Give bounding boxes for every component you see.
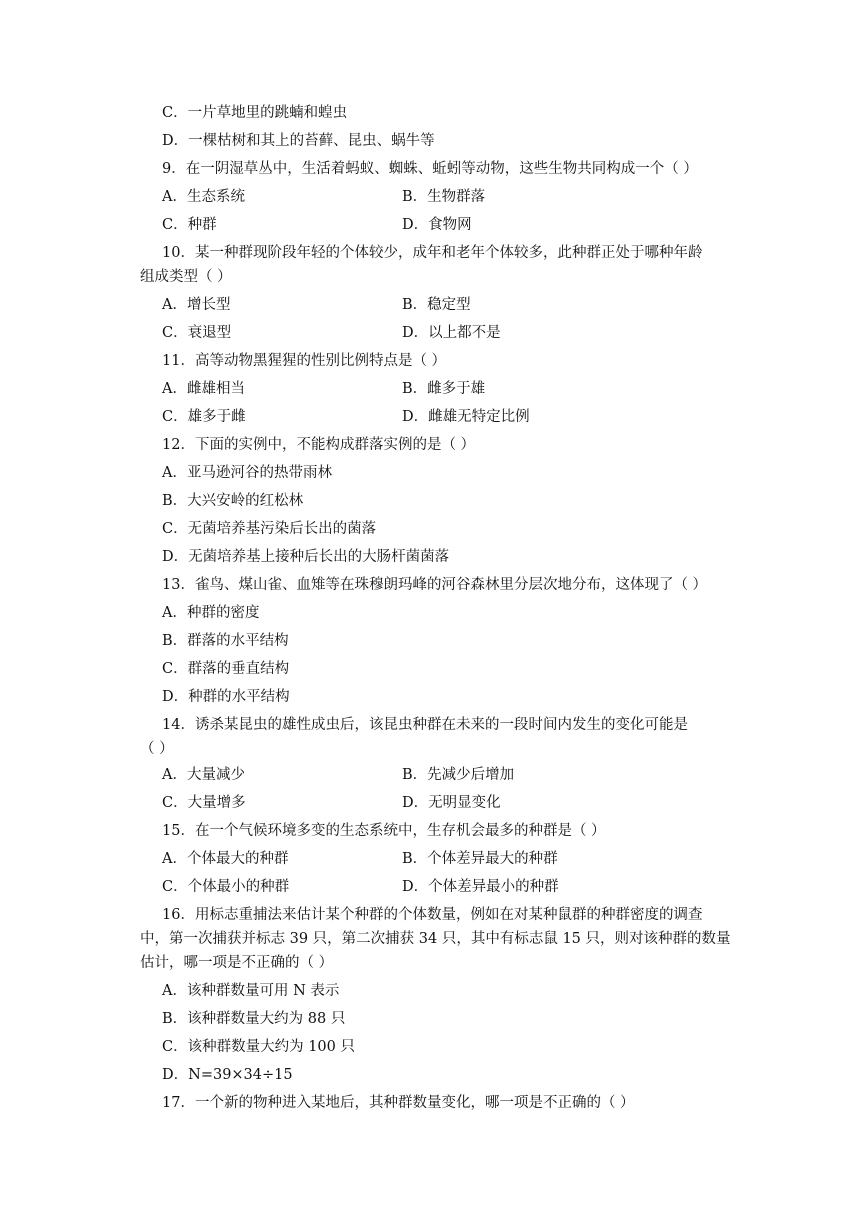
q16-option-d: D．N=39×34÷15 bbox=[162, 1067, 293, 1083]
question-14-line-1: 14．诱杀某昆虫的雄性成虫后，该昆虫种群在未来的一段时间内发生的变化可能是 bbox=[162, 717, 688, 733]
question-16-line-3: 估计，哪一项是不正确的（ ） bbox=[140, 955, 334, 971]
option-c-line: C．一片草地里的跳蝻和蝗虫 bbox=[162, 105, 348, 121]
question-12: 12．下面的实例中，不能构成群落实例的是（ ） bbox=[162, 437, 476, 453]
q9-option-c: C．种群 bbox=[162, 217, 217, 233]
q11-option-c: C．雄多于雌 bbox=[162, 409, 246, 425]
q16-option-a: A．该种群数量可用 N 表示 bbox=[162, 983, 340, 999]
question-16-line-2: 中，第一次捕获并标志 39 只，第二次捕获 34 只，其中有标志鼠 15 只，则对该种群的数量 bbox=[140, 931, 731, 947]
question-10-line-1: 10．某一种群现阶段年轻的个体较少，成年和老年个体较多，此种群正处于哪种年龄 bbox=[162, 245, 703, 261]
question-14-line-2: （ ） bbox=[140, 741, 174, 757]
question-16-line-1: 16．用标志重捕法来估计某个种群的个体数量，例如在对某种鼠群的种群密度的调查 bbox=[162, 907, 703, 923]
q9-option-a: A．生态系统 bbox=[162, 189, 245, 205]
q15-option-c: C．个体最小的种群 bbox=[162, 879, 290, 895]
q12-option-b: B．大兴安岭的红松林 bbox=[162, 493, 304, 509]
q10-option-c: C．衰退型 bbox=[162, 325, 232, 341]
q9-option-d: D．食物网 bbox=[402, 217, 472, 233]
q12-option-d: D．无菌培养基上接种后长出的大肠杆菌菌落 bbox=[162, 549, 450, 565]
q16-option-b: B．该种群数量大约为 88 只 bbox=[162, 1011, 346, 1027]
question-10-line-2: 组成类型（ ） bbox=[140, 269, 232, 285]
q15-option-b: B．个体差异最大的种群 bbox=[402, 851, 558, 867]
q13-option-b: B．群落的水平结构 bbox=[162, 633, 289, 649]
q10-option-b: B．稳定型 bbox=[402, 297, 471, 313]
q9-option-b: B．生物群落 bbox=[402, 189, 486, 205]
q13-option-d: D．种群的水平结构 bbox=[162, 689, 290, 705]
q10-option-a: A．增长型 bbox=[162, 297, 231, 313]
option-d-line: D．一棵枯树和其上的苔藓、昆虫、蜗牛等 bbox=[162, 133, 435, 149]
q11-option-d: D．雌雄无特定比例 bbox=[402, 409, 530, 425]
q14-option-d: D．无明显变化 bbox=[402, 795, 501, 811]
question-15: 15．在一个气候环境多变的生态系统中，生存机会最多的种群是（ ） bbox=[162, 823, 606, 839]
q13-option-c: C．群落的垂直结构 bbox=[162, 661, 290, 677]
q12-option-a: A．亚马逊河谷的热带雨林 bbox=[162, 465, 332, 481]
q11-option-b: B．雌多于雄 bbox=[402, 381, 486, 397]
q11-option-a: A．雌雄相当 bbox=[162, 381, 245, 397]
question-11: 11．高等动物黑猩猩的性别比例特点是（ ） bbox=[162, 353, 447, 369]
q14-option-b: B．先减少后增加 bbox=[402, 767, 515, 783]
question-17: 17．一个新的物种进入某地后，其种群数量变化，哪一项是不正确的（ ） bbox=[162, 1095, 635, 1111]
question-9: 9．在一阴湿草丛中，生活着蚂蚁、蜘蛛、蚯蚓等动物，这些生物共同构成一个（ ） bbox=[162, 161, 698, 177]
q10-option-d: D．以上都不是 bbox=[402, 325, 501, 341]
q14-option-a: A．大量减少 bbox=[162, 767, 245, 783]
q13-option-a: A．种群的密度 bbox=[162, 605, 260, 621]
q12-option-c: C．无菌培养基污染后长出的菌落 bbox=[162, 521, 377, 537]
q15-option-d: D．个体差异最小的种群 bbox=[402, 879, 559, 895]
q16-option-c: C．该种群数量大约为 100 只 bbox=[162, 1039, 355, 1055]
q15-option-a: A．个体最大的种群 bbox=[162, 851, 289, 867]
q14-option-c: C．大量增多 bbox=[162, 795, 246, 811]
question-13: 13．雀鸟、煤山雀、血雉等在珠穆朗玛峰的河谷森林里分层次地分布，这体现了（ ） bbox=[162, 577, 708, 593]
